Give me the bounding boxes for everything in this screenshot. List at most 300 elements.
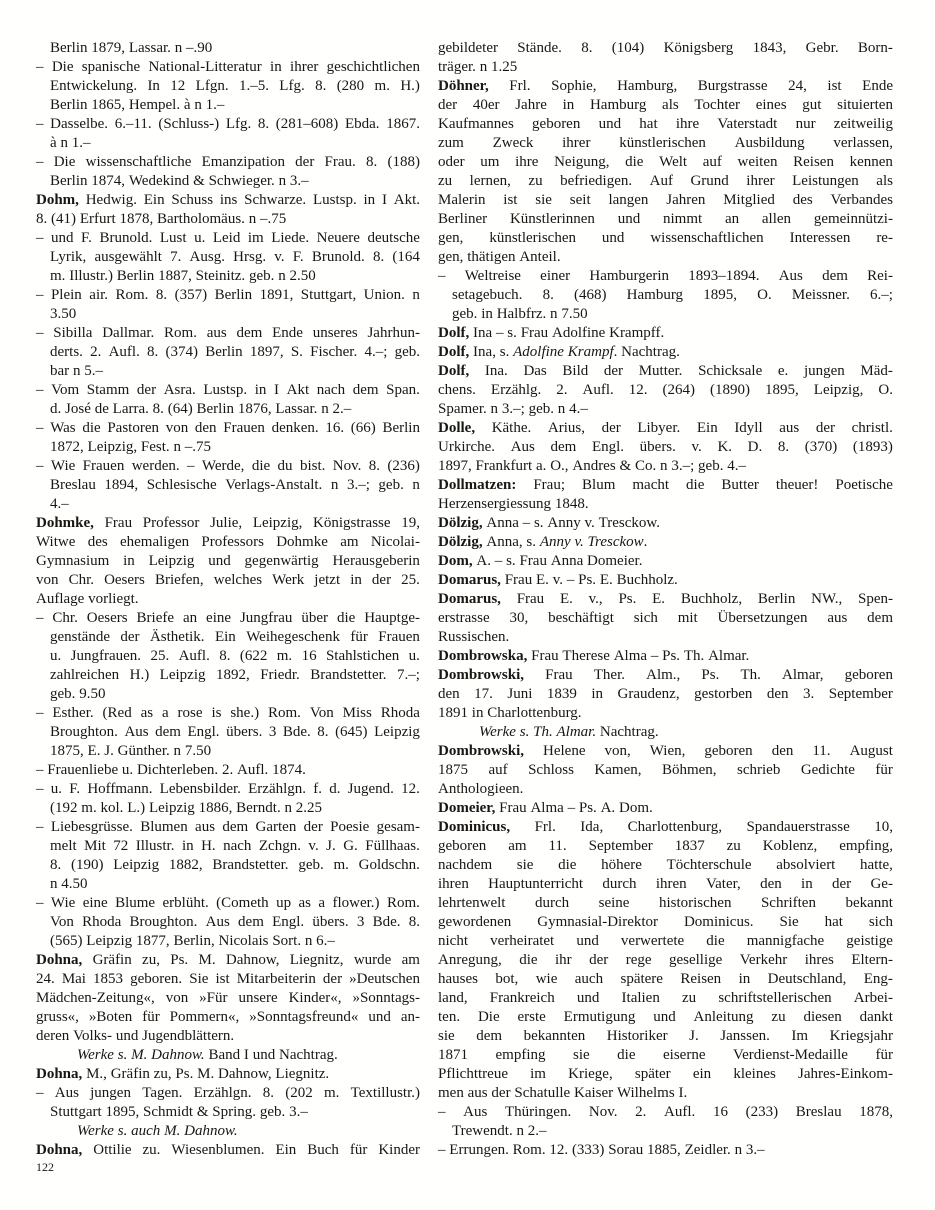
word: Aus: [510, 439, 535, 455]
word: 1892,: [215, 667, 250, 683]
word: schriftstellerischen: [718, 990, 832, 1006]
word: n: [194, 97, 202, 113]
word: für: [349, 1142, 368, 1158]
word: eines: [755, 97, 787, 113]
word: 2.–: [332, 401, 352, 417]
word: Frl.: [534, 819, 556, 835]
word: Lassar.: [128, 40, 171, 56]
word: Sort.: [272, 933, 302, 949]
word: Ps.: [701, 667, 720, 683]
word: bekannten: [523, 1028, 586, 1044]
word: an: [724, 211, 740, 227]
word: Julie,: [210, 515, 243, 531]
word: 8.: [368, 458, 381, 474]
word: Gedichte: [800, 762, 855, 778]
word: 1.25: [491, 59, 518, 75]
word: Werde,: [201, 458, 245, 474]
word: –: [36, 59, 44, 75]
right-column: [438, 39, 893, 1160]
word: diesen: [803, 1009, 842, 1025]
word: (64): [167, 401, 193, 417]
word: Dolle,: [438, 420, 476, 436]
word: 8.: [366, 154, 378, 170]
word: à: [50, 135, 57, 151]
word: 1853: [93, 971, 124, 987]
word: Rom.: [386, 895, 420, 911]
word: Jahres-Einkom-: [797, 1066, 893, 1082]
word: empfing: [495, 1047, 546, 1063]
word: derts.: [50, 344, 83, 360]
word: gebildeter: [438, 40, 498, 56]
word: 4.50: [61, 876, 88, 892]
word: –: [36, 610, 44, 626]
word: Krampf.: [567, 344, 618, 360]
word: Idyll: [734, 420, 763, 436]
word: sie: [535, 192, 552, 208]
word: Hamburg: [626, 287, 684, 303]
word: Ein: [275, 1142, 297, 1158]
word: Nachtrag.: [621, 344, 680, 360]
text-line: [36, 799, 420, 818]
word: in: [350, 572, 362, 588]
word: Ina,: [473, 344, 496, 360]
text-line: [438, 761, 893, 780]
word: Sophie,: [551, 78, 597, 94]
word: Mitglied: [723, 192, 775, 208]
word: für: [350, 629, 368, 645]
text-line: [36, 438, 420, 457]
word: unseres: [312, 325, 358, 341]
word: &: [619, 458, 632, 474]
word: geb.: [528, 401, 554, 417]
text-line: [438, 685, 893, 704]
word: Domeier,: [438, 800, 496, 816]
text-line: [438, 1065, 893, 1084]
word: 8.: [581, 40, 593, 56]
word: 2.: [556, 382, 568, 398]
word: m.: [50, 268, 66, 284]
word: zu,: [153, 1066, 172, 1082]
word: Aus: [778, 268, 803, 284]
word: Co.: [634, 458, 657, 474]
word: (190): [71, 857, 104, 873]
word: Frau: [504, 572, 533, 588]
word: Dohna,: [36, 1066, 83, 1082]
word: Nachtrag.: [279, 1047, 338, 1063]
word: –.75: [260, 211, 287, 227]
word: I: [243, 1047, 249, 1063]
word: n: [550, 306, 558, 322]
word: Dom,: [438, 553, 473, 569]
word: –: [494, 553, 503, 569]
word: und: [208, 553, 231, 569]
word: Koblenz,: [762, 838, 818, 854]
word: Bde.: [282, 724, 311, 740]
word: Bartholomäus.: [157, 211, 245, 227]
word: Aus: [54, 1085, 79, 1101]
word: v.: [552, 572, 564, 588]
word: Briefe: [136, 610, 175, 626]
text-line: [36, 970, 420, 989]
text-line: [36, 153, 420, 172]
text-line: [36, 628, 420, 647]
word: die: [686, 477, 705, 493]
word: v.: [308, 838, 319, 854]
word: Sie: [189, 971, 209, 987]
word: auf: [702, 154, 722, 170]
word: –: [36, 420, 44, 436]
word: gruss«,: [36, 1009, 79, 1025]
word: Neuere: [316, 230, 360, 246]
word: Buch: [307, 1142, 339, 1158]
word: Breslau: [795, 1104, 842, 1120]
word: (357): [174, 287, 208, 303]
word: E.: [652, 591, 666, 607]
word: Werke: [77, 1047, 114, 1063]
word: Charlottenburg,: [627, 819, 722, 835]
word: Ein: [143, 192, 165, 208]
word: (468): [573, 287, 607, 303]
word: –: [36, 1085, 44, 1101]
word: 8.: [317, 724, 329, 740]
word: und: [576, 933, 599, 949]
word: Schwieger.: [208, 173, 275, 189]
word: u.: [50, 781, 62, 797]
word: in: [591, 686, 604, 702]
word: re-: [876, 230, 893, 246]
word: 1879,: [91, 40, 126, 56]
word: Butter: [721, 477, 759, 493]
word: Dölzig,: [438, 515, 483, 531]
word: 2.: [90, 344, 102, 360]
word: Briefen,: [154, 572, 204, 588]
word: Schatulle: [514, 1085, 571, 1101]
word: Union.: [363, 287, 405, 303]
word: in: [254, 382, 267, 398]
word: in: [471, 705, 484, 721]
word: Janssen.: [720, 1028, 770, 1044]
word: Anteil.: [519, 249, 561, 265]
word: Zeidler.: [684, 1142, 731, 1158]
text-line: [36, 742, 420, 761]
word: 8.: [50, 857, 62, 873]
word: wissenschaftlichen: [650, 230, 764, 246]
word: Vater,: [705, 876, 741, 892]
word: Aufl.: [108, 344, 140, 360]
word: Ida,: [580, 819, 604, 835]
word: Entwickelung.: [50, 78, 138, 94]
text-line: [36, 818, 420, 837]
word: n: [479, 59, 488, 75]
text-line: [36, 761, 420, 780]
word: Buchholz.: [616, 572, 678, 588]
text-line: [438, 476, 893, 495]
text-line: [36, 1141, 420, 1160]
word: –: [36, 895, 44, 911]
word: Frau;: [533, 477, 565, 493]
word: 1843,: [752, 40, 787, 56]
text-line: [438, 153, 893, 172]
word: Brunold.: [99, 230, 153, 246]
word: she.): [230, 705, 260, 721]
word: Jugend.: [347, 781, 394, 797]
word: an-: [400, 1009, 420, 1025]
word: Berlin: [382, 420, 420, 436]
word: zu.: [142, 1142, 161, 1158]
word: nur: [795, 116, 816, 132]
word: Die: [51, 59, 74, 75]
word: geistige: [846, 933, 893, 949]
text-line: [438, 514, 893, 533]
word: n: [278, 173, 287, 189]
word: (333): [571, 1142, 605, 1158]
word: air.: [89, 287, 109, 303]
text-line: [36, 1027, 420, 1046]
word: 2.: [635, 1104, 647, 1120]
word: Friedr.: [260, 667, 300, 683]
text-line: [438, 932, 893, 951]
word: 1874.: [272, 762, 306, 778]
word: Domarus,: [438, 572, 501, 588]
word: die: [519, 952, 538, 968]
word: –: [36, 458, 44, 474]
word: –: [36, 154, 44, 170]
word: 2.: [221, 762, 234, 778]
word: m.: [374, 78, 390, 94]
word: Schloss: [528, 762, 574, 778]
word: Berndt.: [236, 800, 281, 816]
word: übers.: [226, 724, 263, 740]
word: Gräfin: [92, 952, 132, 968]
word: durch: [602, 876, 637, 892]
word: gestorben: [694, 686, 753, 702]
word: Emanzipation: [201, 154, 285, 170]
word: Jungfrau: [239, 610, 293, 626]
word: Dahnow.: [184, 1123, 238, 1139]
word: und: [653, 1009, 676, 1025]
word: 30,: [509, 610, 529, 626]
word: sie: [573, 1047, 590, 1063]
word: in: [270, 59, 282, 75]
word: 16: [712, 1104, 728, 1120]
word: Erzählgn.: [248, 781, 307, 797]
word: d.: [329, 781, 341, 797]
word: und: [576, 990, 600, 1006]
word: Wedekind: [128, 173, 190, 189]
word: Leipzig,: [87, 439, 138, 455]
word: F.: [69, 781, 81, 797]
word: Nachtrag.: [599, 724, 659, 740]
word: 1885,: [647, 1142, 681, 1158]
word: schrieb: [737, 762, 781, 778]
word: 8.: [262, 1085, 274, 1101]
word: Künstlerinnen: [509, 211, 595, 227]
word: in: [363, 192, 376, 208]
word: E.: [536, 572, 549, 588]
word: Berlin: [205, 344, 243, 360]
word: Tresckow.: [598, 515, 660, 531]
text-line: [36, 571, 420, 590]
word: ihre: [675, 116, 700, 132]
word: 8.: [777, 439, 790, 455]
text-line: [438, 210, 893, 229]
text-line: [36, 932, 420, 951]
word: Günther.: [117, 743, 170, 759]
text-line: [36, 39, 420, 58]
word: Lust: [159, 230, 187, 246]
word: Anna,: [486, 534, 523, 550]
text-line: [36, 457, 420, 476]
text-line: [438, 666, 893, 685]
word: Übersetzungen: [717, 610, 808, 626]
text-line: [36, 495, 420, 514]
text-line: [36, 894, 420, 913]
word: Hamburgerin: [589, 268, 670, 284]
word: 8.: [542, 287, 554, 303]
word: Halbfrz.: [496, 306, 547, 322]
word: 8.: [372, 249, 385, 265]
word: A.: [600, 800, 616, 816]
word: ihrer: [290, 59, 319, 75]
word: Fischer.: [310, 344, 358, 360]
text-line: [438, 913, 893, 932]
word: dem: [238, 914, 264, 930]
word: n: [412, 477, 420, 493]
text-line: [438, 343, 893, 362]
word: Aufl.: [237, 762, 269, 778]
word: theuer!: [775, 477, 819, 493]
word: (192: [50, 800, 78, 816]
word: Tresckow.: [587, 534, 648, 550]
word: Frau: [519, 553, 547, 569]
word: Berlin: [50, 97, 88, 113]
word: K.: [717, 439, 733, 455]
word: geboren: [844, 667, 893, 683]
word: Weihegeschenk: [246, 629, 340, 645]
word: 6.–;: [870, 287, 893, 303]
text-line: [438, 58, 893, 77]
word: 1871: [438, 1047, 468, 1063]
text-line: [438, 381, 893, 400]
word: Professor: [142, 515, 200, 531]
text-line: [438, 818, 893, 837]
word: s.: [117, 1123, 128, 1139]
word: flower.): [332, 895, 380, 911]
word: Frau.: [324, 154, 356, 170]
word: 2.–: [527, 1123, 547, 1139]
word: 3.–;: [346, 477, 370, 493]
word: Frau: [520, 325, 549, 341]
word: 1837: [674, 838, 705, 854]
word: Aufl.: [582, 382, 614, 398]
word: Aus: [205, 914, 230, 930]
text-line: [438, 799, 893, 818]
word: m.: [81, 800, 97, 816]
word: 3: [356, 914, 365, 930]
word: Brandstetter.: [212, 857, 289, 873]
word: Die: [53, 154, 76, 170]
word: der: [815, 420, 836, 436]
text-line: [438, 780, 893, 799]
word: auf: [488, 762, 508, 778]
word: hat: [639, 116, 658, 132]
word: wurde: [353, 952, 392, 968]
word: dankt: [859, 1009, 893, 1025]
word: gen,: [438, 230, 464, 246]
word: jungen: [803, 363, 845, 379]
word: Mit: [84, 838, 106, 854]
text-line: [438, 115, 893, 134]
word: E.: [559, 591, 573, 607]
word: u.: [50, 648, 62, 664]
word: der: [136, 382, 157, 398]
word: Domarus,: [438, 591, 501, 607]
word: Liede.: [271, 230, 310, 246]
word: 7.: [170, 249, 182, 265]
word: u.: [121, 762, 134, 778]
text-line: [36, 647, 420, 666]
word: Domeier.: [587, 553, 643, 569]
word: Schwarze.: [244, 192, 307, 208]
text-line: [36, 1103, 420, 1122]
word: Witwe: [36, 534, 76, 550]
word: Lfg.: [225, 116, 252, 132]
word: 12.: [401, 781, 420, 797]
word: (1893): [852, 439, 893, 455]
word: die: [82, 420, 101, 436]
word: –: [438, 1142, 446, 1158]
word: Liebesgrüsse.: [50, 819, 133, 835]
word: Leipzig: [86, 933, 133, 949]
word: F.: [292, 249, 304, 265]
word: 1897,: [438, 458, 472, 474]
word: Mutter.: [638, 363, 683, 379]
text-line: [36, 552, 420, 571]
word: Auf: [649, 173, 673, 189]
word: geb.: [698, 458, 724, 474]
word: Liegnitz,: [289, 952, 344, 968]
word: für: [875, 1047, 893, 1063]
word: (374): [165, 344, 198, 360]
word: Frau: [516, 591, 545, 607]
word: Frankfurt: [475, 458, 533, 474]
word: 1891: [438, 705, 468, 721]
word: mannigfache: [746, 933, 825, 949]
text-line: [36, 514, 420, 533]
word: durch: [534, 895, 570, 911]
word: situierten: [837, 97, 893, 113]
word: Th.: [740, 667, 761, 683]
text-line: [438, 951, 893, 970]
word: 3.50: [50, 306, 77, 322]
word: Ästhetik.: [149, 629, 205, 645]
word: Weltreise: [464, 268, 521, 284]
word: 1874,: [91, 173, 126, 189]
word: der: [438, 97, 458, 113]
word: 3.–: [289, 1104, 308, 1120]
word: D.: [747, 439, 763, 455]
word: zu: [726, 838, 741, 854]
word: Errungen.: [449, 1142, 509, 1158]
word: H.): [129, 667, 150, 683]
word: Dohmke,: [36, 515, 94, 531]
word: Schicksale: [698, 363, 763, 379]
word: Eng-: [863, 971, 893, 987]
word: 3.–: [745, 1142, 765, 1158]
text-line: [36, 286, 420, 305]
word: 2.25: [295, 800, 323, 816]
word: n: [60, 135, 68, 151]
